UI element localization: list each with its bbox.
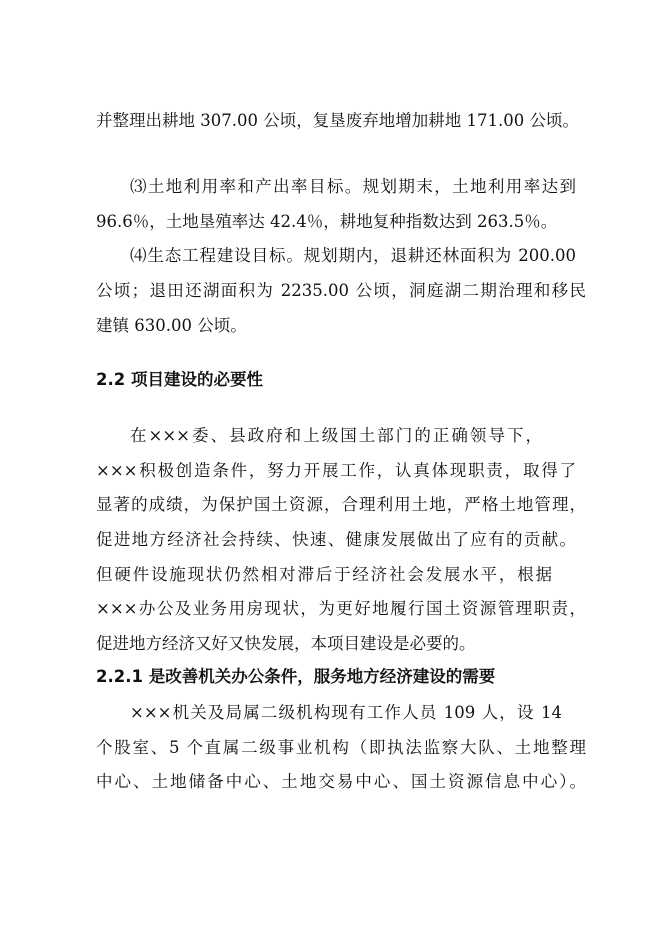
paragraph-line: 显著的成绩，为保护国土资源，合理利用土地，严格土地管理， [96, 495, 586, 514]
paragraph-line: ⑶土地利用率和产出率目标。规划期末，土地利用率达到 [130, 177, 576, 196]
paragraph-line: 96.6％，土地垦殖率达 42.4％，耕地复种指数达到 263.5％。 [96, 212, 558, 231]
paragraph-line: 在×××委、县政府和上级国土部门的正确领导下， [130, 426, 542, 445]
paragraph-line: 建镇 630.00 公顷。 [96, 316, 247, 335]
paragraph-line: 公顷；退田还湖面积为 2235.00 公顷，洞庭湖二期治理和移民 [96, 281, 586, 300]
paragraph-line: 中心、土地储备中心、土地交易中心、国土资源信息中心）。 [96, 772, 586, 791]
paragraph-line: 促进地方经济社会持续、快速、健康发展做出了应有的贡献。 [96, 530, 576, 549]
paragraph-line: 但硬件设施现状仍然相对滞后于经济社会发展水平，根据 [96, 565, 552, 584]
paragraph-line: 并整理出耕地 307.00 公顷，复垦废弃地增加耕地 171.00 公顷。 [96, 111, 579, 130]
paragraph-line: ×××机关及局属二级机构现有工作人员 109 人，设 14 [130, 703, 562, 722]
subsection-heading: 2.2.1 是改善机关办公条件，服务地方经济建设的需要 [96, 667, 496, 686]
paragraph-line: 促进地方经济又好又快发展，本项目建设是必要的。 [96, 634, 476, 653]
paragraph-line: ×××办公及业务用房现状，为更好地履行国土资源管理职责， [96, 599, 586, 618]
paragraph-line: ⑷生态工程建设目标。规划期内，退耕还林面积为 200.00 [130, 246, 576, 265]
paragraph-line: ×××积极创造条件，努力开展工作，认真体现职责，取得了 [96, 461, 576, 480]
paragraph-line: 个股室、5 个直属二级事业机构（即执法监察大队、土地整理 [96, 738, 586, 757]
section-heading: 2.2 项目建设的必要性 [96, 370, 263, 389]
